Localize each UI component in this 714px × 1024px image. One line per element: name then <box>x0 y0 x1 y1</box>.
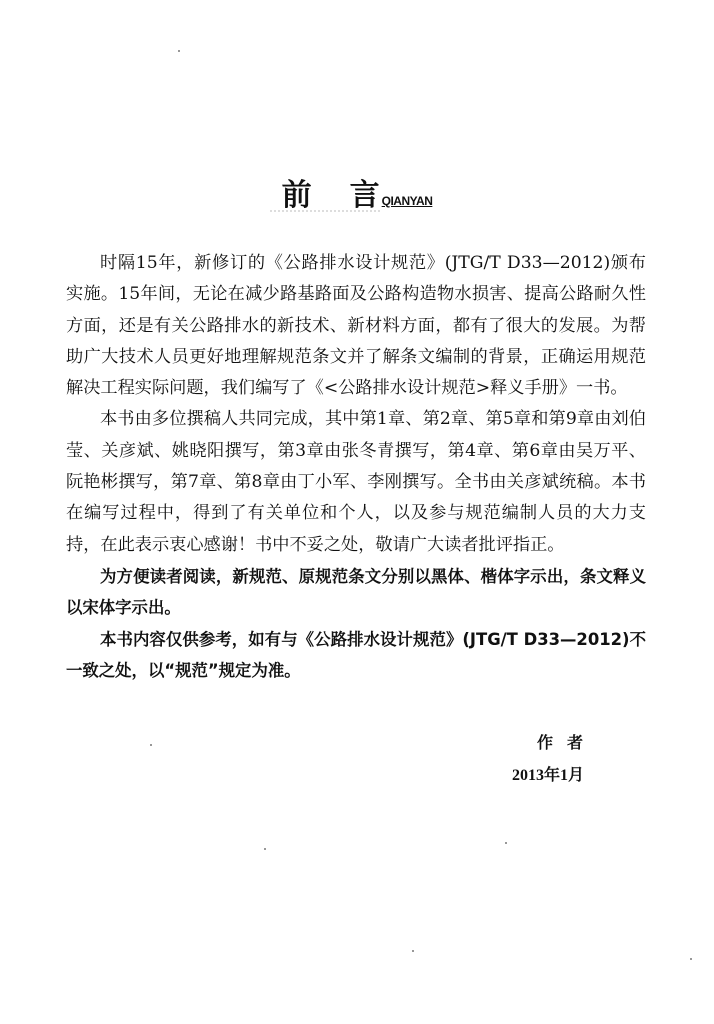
scan-speck <box>412 950 414 952</box>
paragraph-4: 本书内容仅供参考，如有与《公路排水设计规范》(JTG/T D33—2012)不一致之处，以“规范”规定为准。 <box>66 629 646 680</box>
paragraph-3: 为方便读者阅读，新规范、原规范条文分别以黑体、楷体字示出，条文释义以宋体字示出。 <box>66 566 646 618</box>
author-label: 作者 <box>537 733 598 752</box>
title-char-yan: 言 <box>349 178 380 213</box>
scan-speck <box>178 50 180 52</box>
title-decoration <box>270 210 380 218</box>
scan-speck <box>505 842 507 844</box>
title-char-qian: 前 <box>281 178 312 213</box>
signature-date: 2013年1月 <box>512 767 585 784</box>
paragraph-1: 时隔15年，新修订的《公路排水设计规范》(JTG/T D33—2012)颁布实施。15年间，无论在减少路基路面及公路构造物水损害、提高公路耐久性方面，还是有关公路排水的新技术、新材料方面，都有了很大的发展。为帮助广大技术人员更好地理解规范条文并了解条文编制的背景，正确运用规范解决工程实际问题，我们编写了《<公路排水设计规范>释义手册》一书。 <box>66 253 646 399</box>
scan-speck <box>150 744 152 746</box>
page-title <box>0 170 714 214</box>
scan-speck <box>264 848 266 850</box>
scan-speck <box>690 958 692 960</box>
title-pinyin: QIANYAN <box>381 194 433 208</box>
paragraph-2: 本书由多位撰稿人共同完成，其中第1章、第2章、第5章和第9章由刘伯莹、关彦斌、姚晓阳撰写，第3章由张冬青撰写，第4章、第6章由吴万平、阮艳彬撰写，第7章、第8章由丁小军、李刚撰写。全书由关彦斌统稿。本书在编写过程中，得到了有关单位和个人，以及参与规范编制人员的大力支持，在此表示衷心感谢！书中不妥之处，敬请广大读者批评指正。 <box>66 409 646 555</box>
preface-body <box>66 248 646 686</box>
